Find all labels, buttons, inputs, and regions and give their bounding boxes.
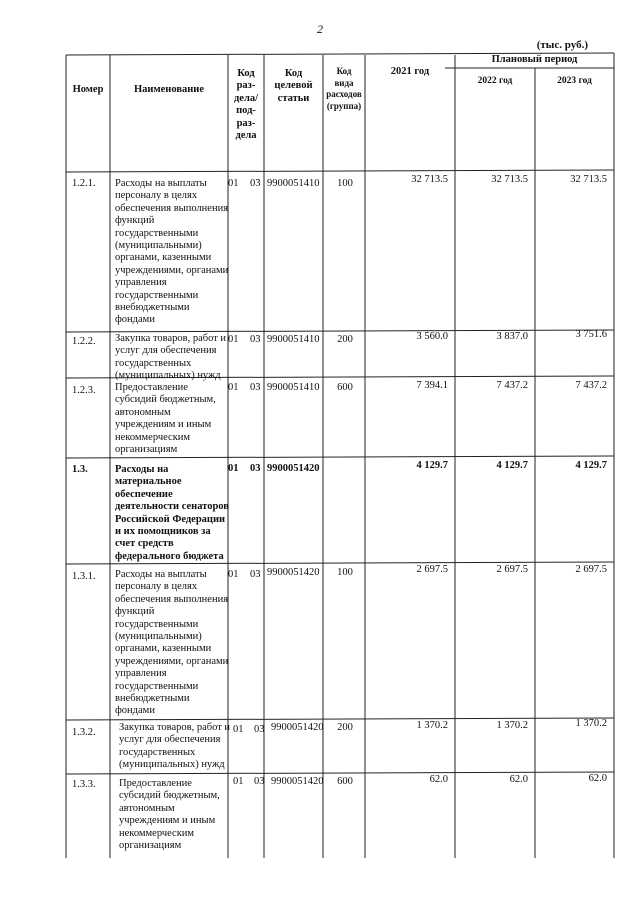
row-number: 1.3. — [72, 464, 88, 475]
row-razdel: 01 — [233, 724, 244, 735]
row-value-2021: 32 713.5 — [411, 174, 448, 185]
row-name: Закупка товаров, работ и услуг для обеспечения государственных (муниципальных) нужд — [119, 722, 231, 771]
row-razdel: 01 — [228, 178, 239, 189]
page-number: 2 — [317, 22, 323, 36]
row-podrazdel: 03 — [250, 178, 261, 189]
row-number: 1.3.3. — [72, 779, 96, 790]
row-target-code: 9900051420 — [271, 722, 324, 733]
row-razdel: 01 — [228, 569, 239, 580]
row-value-2023: 4 129.7 — [575, 460, 607, 471]
row-value-2021: 4 129.7 — [416, 460, 448, 471]
row-value-2021: 3 560.0 — [416, 331, 448, 342]
row-name: Расходы на выплаты персоналу в целях обеспечения выполнения функций государственными (муниципальными) органами, казенными учреждениями, органами управления государственными внебюджетными фондами — [115, 569, 229, 717]
row-target-code: 9900051420 — [271, 776, 324, 787]
row-target-code: 9900051410 — [267, 382, 320, 393]
row-target-code: 9900051420 — [267, 463, 320, 474]
header-2023: 2023 год — [557, 76, 592, 86]
header-2022: 2022 год — [477, 76, 513, 86]
row-podrazdel: 03 — [254, 776, 265, 787]
row-podrazdel: 03 — [250, 334, 261, 345]
row-value-2021: 62.0 — [429, 774, 448, 785]
row-value-2022: 7 437.2 — [496, 380, 528, 391]
header-section-code: Код раз- дела/ под- раз- дела — [233, 68, 259, 142]
row-podrazdel: 03 — [250, 382, 261, 393]
row-expense-type: 200 — [337, 722, 353, 733]
row-expense-type: 600 — [337, 382, 353, 393]
header-planning-period: Плановый период — [491, 54, 578, 65]
row-target-code: 9900051410 — [267, 178, 320, 189]
row-target-code: 9900051420 — [267, 567, 320, 578]
row-value-2022: 3 837.0 — [496, 331, 528, 342]
row-number: 1.3.2. — [72, 727, 96, 738]
row-name: Предоставление субсидий бюджетным, автономным учреждениям и иным некоммерческим организациям — [119, 778, 220, 852]
row-number: 1.2.1. — [72, 178, 96, 189]
row-name: Расходы на материальное обеспечение деятельности сенаторов Российской Федерации и их помощников за счет средств федерального бюджета — [115, 464, 229, 562]
row-value-2021: 2 697.5 — [416, 564, 448, 575]
header-2021: 2021 год — [390, 66, 430, 77]
row-podrazdel: 03 — [250, 463, 261, 474]
row-expense-type: 100 — [337, 567, 353, 578]
row-number: 1.2.3. — [72, 385, 96, 396]
row-name: Предоставление субсидий бюджетным, автономным учреждениям и иным некоммерческим организациям — [115, 382, 216, 456]
row-value-2023: 32 713.5 — [570, 174, 607, 185]
row-number: 1.3.1. — [72, 571, 96, 582]
row-expense-type: 200 — [337, 334, 353, 345]
row-expense-type: 600 — [337, 776, 353, 787]
row-value-2022: 32 713.5 — [491, 174, 528, 185]
row-name: Закупка товаров, работ и услуг для обеспечения государственных (муниципальных) нужд — [115, 333, 227, 382]
header-name: Наименование — [134, 84, 204, 95]
row-value-2023: 2 697.5 — [575, 564, 607, 575]
row-podrazdel: 03 — [250, 569, 261, 580]
units-label: (тыс. руб.) — [536, 39, 588, 51]
row-value-2021: 1 370.2 — [416, 720, 448, 731]
row-value-2023: 1 370.2 — [575, 718, 607, 729]
row-target-code: 9900051410 — [267, 334, 320, 345]
header-expense-type: Код вида расходов (группа) — [326, 66, 362, 111]
row-value-2023: 3 751.6 — [575, 329, 607, 340]
row-razdel: 01 — [233, 776, 244, 787]
header-target-code: Код целевой статьи — [274, 68, 313, 104]
row-value-2023: 62.0 — [588, 773, 607, 784]
row-value-2022: 2 697.5 — [496, 564, 528, 575]
row-value-2021: 7 394.1 — [416, 380, 448, 391]
row-razdel: 01 — [228, 463, 239, 474]
header-number: Номер — [72, 84, 104, 95]
row-value-2022: 1 370.2 — [496, 720, 528, 731]
row-podrazdel: 03 — [254, 724, 265, 735]
row-razdel: 01 — [228, 334, 239, 345]
row-number: 1.2.2. — [72, 336, 96, 347]
row-name: Расходы на выплаты персоналу в целях обеспечения выполнения функций государственными (муниципальными) органами, казенными учреждениями, органами управления государственными внебюджетными фондами — [115, 178, 229, 326]
row-value-2023: 7 437.2 — [575, 380, 607, 391]
row-expense-type: 100 — [337, 178, 353, 189]
row-razdel: 01 — [228, 382, 239, 393]
row-value-2022: 4 129.7 — [496, 460, 528, 471]
row-value-2022: 62.0 — [509, 774, 528, 785]
